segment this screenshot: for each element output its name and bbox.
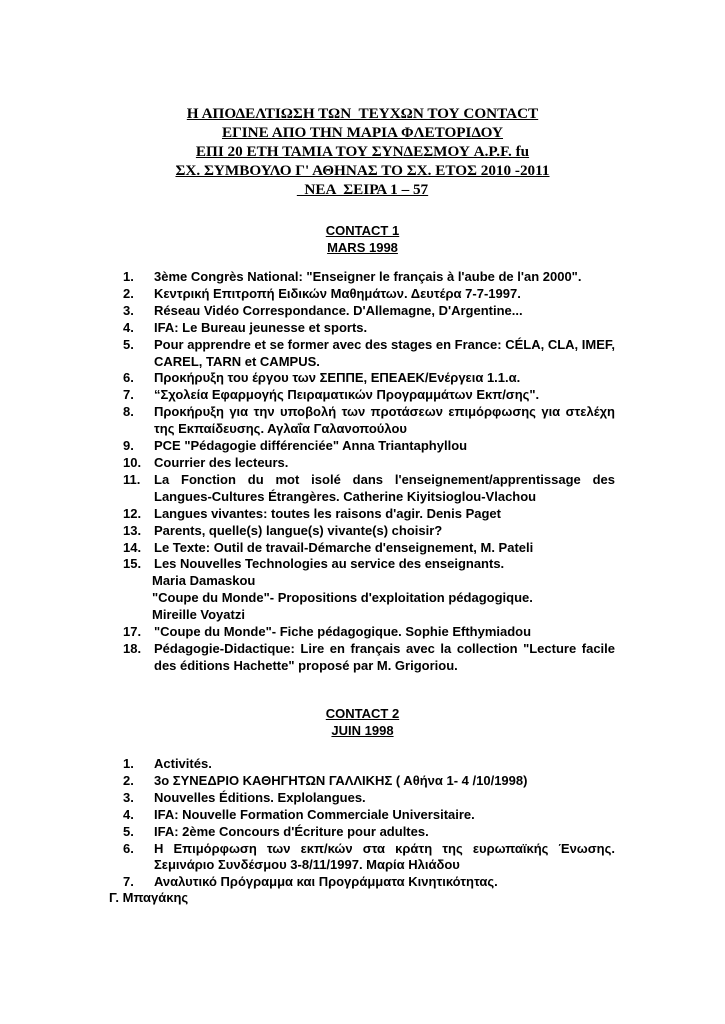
- item-text: Κεντρική Επιτροπή Ειδικών Μαθημάτων. Δευτέρα 7-7-1997.: [154, 285, 521, 301]
- list-item: [123, 624, 615, 641]
- item-number: 4.: [123, 319, 134, 335]
- item-number: 2.: [123, 772, 134, 788]
- item-text: Mireille Voyatzi: [152, 607, 245, 623]
- list-item: [123, 472, 615, 506]
- section-title-contact-1: [0, 223, 725, 256]
- list-item: [123, 320, 615, 337]
- list-item: [123, 370, 615, 387]
- list-item: [123, 824, 615, 841]
- contents-list-contact-1: [123, 269, 615, 675]
- list-item: [123, 269, 615, 286]
- list-item: [123, 540, 615, 557]
- item-number: 12.: [123, 505, 142, 521]
- item-number: 9.: [123, 438, 134, 454]
- item-number: 8.: [123, 404, 134, 420]
- list-item: [123, 523, 615, 540]
- item-number: 1.: [123, 756, 134, 771]
- item-text: Activités.: [154, 756, 212, 771]
- item-number: 18.: [123, 640, 142, 656]
- heading-line: ΝΕΑ ΣΕΙΡΑ 1 – 57: [296, 181, 429, 198]
- list-item: [123, 841, 615, 875]
- item-text: Η Επιμόρφωση των εκπ/κών στα κράτη της ευρωπαϊκής Ένωσης. Σεμινάριο Συνδέσμου 3-8/11/1997. Μαρία Ηλιάδου: [154, 840, 615, 873]
- list-item: [123, 874, 615, 891]
- item-text: Parents, quelle(s) langue(s) vivante(s) choisir?: [154, 522, 443, 538]
- item-text: "Coupe du Monde"- Propositions d'exploitation pédagogique.: [152, 590, 533, 606]
- item-number: 10.: [123, 454, 142, 470]
- list-item: [123, 807, 615, 824]
- item-number: 7.: [123, 874, 134, 890]
- item-text: "Coupe du Monde"- Fiche pédagogique. Sophie Efthymiadou: [154, 624, 532, 640]
- item-number: 17.: [123, 624, 142, 640]
- list-item-continuation: [123, 607, 615, 624]
- item-number: 7.: [123, 387, 134, 403]
- item-text: Maria Damaskou: [152, 573, 256, 589]
- item-text: Les Nouvelles Technologies au service des enseignants.: [154, 556, 505, 572]
- list-item: [123, 438, 615, 455]
- item-text: 3ο ΣΥΝΕΔΡΙΟ ΚΑΘΗΓΗΤΩΝ ΓΑΛΛΙΚΗΣ ( Αθήνα 1- 4 /10/1998): [154, 772, 528, 788]
- list-item: [123, 387, 615, 404]
- item-text: Courrier des lecteurs.: [154, 454, 289, 470]
- list-item: [123, 337, 615, 371]
- list-item: [123, 556, 615, 573]
- section-date: JUIN 1998: [331, 722, 394, 738]
- list-item-continuation: [123, 573, 615, 590]
- item-number: 15.: [123, 556, 142, 572]
- section-title-contact-2: [0, 706, 725, 739]
- document-heading: [0, 104, 725, 199]
- section-title: CONTACT 2: [325, 706, 400, 721]
- item-number: 13.: [123, 522, 142, 538]
- item-number: 4.: [123, 806, 134, 822]
- list-item-continuation: [123, 590, 615, 607]
- list-item: [123, 773, 615, 790]
- item-number: 6.: [123, 840, 134, 856]
- heading-line: ΕΓΙΝΕ ΑΠΟ ΤΗΝ ΜΑΡΙΑ ΦΛΕΤΟΡΙΔΟΥ: [221, 124, 503, 141]
- item-text: Pour apprendre et se former avec des stages en France: CÉLA, CLA, IMEF, CAREL, TARN et CAMPUS.: [154, 336, 615, 369]
- section-date: MARS 1998: [327, 239, 398, 255]
- item-text: Réseau Vidéo Correspondance. D'Allemagne, D'Argentine...: [154, 302, 523, 318]
- heading-line: ΣΧ. ΣΥΜΒΟΥΛΟ Γ' ΑΘΗΝΑΣ ΤΟ ΣΧ. ΕΤΟΣ 2010 -2011: [175, 162, 550, 179]
- item-number: 11.: [123, 471, 141, 487]
- item-text: Le Texte: Outil de travail-Démarche d'enseignement, M. Pateli: [154, 539, 534, 555]
- item-text: 3ème Congrès National: "Enseigner le français à l'aube de l'an 2000".: [154, 269, 582, 284]
- item-text: La Fonction du mot isolé dans l'enseignement/apprentissage des Langues-Cultures Étrangères. Catherine Kiyitsioglou-Vlachou: [154, 471, 615, 504]
- contents-list-contact-2: [123, 756, 615, 891]
- item-text: Προκήρυξη για την υποβολή των προτάσεων επιμόρφωσης για στελέχη της Εκπαίδευσης. Αγλαΐα Γαλανοπούλου: [154, 404, 615, 437]
- item-number: 5.: [123, 336, 134, 352]
- item-text: IFA: 2ème Concours d'Écriture pour adultes.: [154, 823, 429, 839]
- list-item: [123, 455, 615, 472]
- list-item: [123, 756, 615, 773]
- heading-line: ΕΠΙ 20 ΕΤΗ ΤΑΜΙΑ ΤΟΥ ΣΥΝΔΕΣΜΟΥ A.P.F. fu: [195, 143, 530, 160]
- list-item: [123, 506, 615, 523]
- list-item: [123, 790, 615, 807]
- item-number: 2.: [123, 285, 134, 301]
- item-number: 1.: [123, 269, 134, 284]
- item-number: 5.: [123, 823, 134, 839]
- item-text: PCE "Pédagogie différenciée" Anna Triantaphyllou: [154, 438, 468, 454]
- signature: Γ. Μπαγάκης: [109, 890, 189, 905]
- item-text: Langues vivantes: toutes les raisons d'agir. Denis Paget: [154, 505, 501, 521]
- list-item: [123, 286, 615, 303]
- item-text: Προκήρυξη του έργου των ΣΕΠΠΕ, ΕΠΕΑΕΚ/Ενέργεια 1.1.α.: [154, 370, 521, 386]
- item-text: IFA: Le Bureau jeunesse et sports.: [154, 319, 368, 335]
- item-number: 3.: [123, 302, 134, 318]
- item-text: Αναλυτικό Πρόγραμμα και Προγράμματα Κινητικότητας.: [154, 874, 498, 890]
- list-item: [123, 303, 615, 320]
- section-title: CONTACT 1: [325, 223, 400, 238]
- list-item: [123, 641, 615, 675]
- item-text: Nouvelles Éditions. Explolangues.: [154, 789, 366, 805]
- list-item: [123, 404, 615, 438]
- item-number: 14.: [123, 539, 142, 555]
- item-text: IFA: Nouvelle Formation Commerciale Universitaire.: [154, 806, 475, 822]
- item-text: Pédagogie-Didactique: Lire en français avec la collection "Lecture facile des éditions Hachette" proposé par M. Grigoriou.: [154, 640, 615, 673]
- heading-line: Η ΑΠΟΔΕΛΤΙΩΣΗ ΤΩΝ ΤΕΥΧΩΝ ΤΟΥ CONTACT: [186, 105, 539, 122]
- item-number: 3.: [123, 789, 134, 805]
- item-number: 6.: [123, 370, 134, 386]
- item-text: “Σχολεία Εφαρμογής Πειραματικών Προγραμμάτων Εκπ/σης".: [154, 387, 540, 403]
